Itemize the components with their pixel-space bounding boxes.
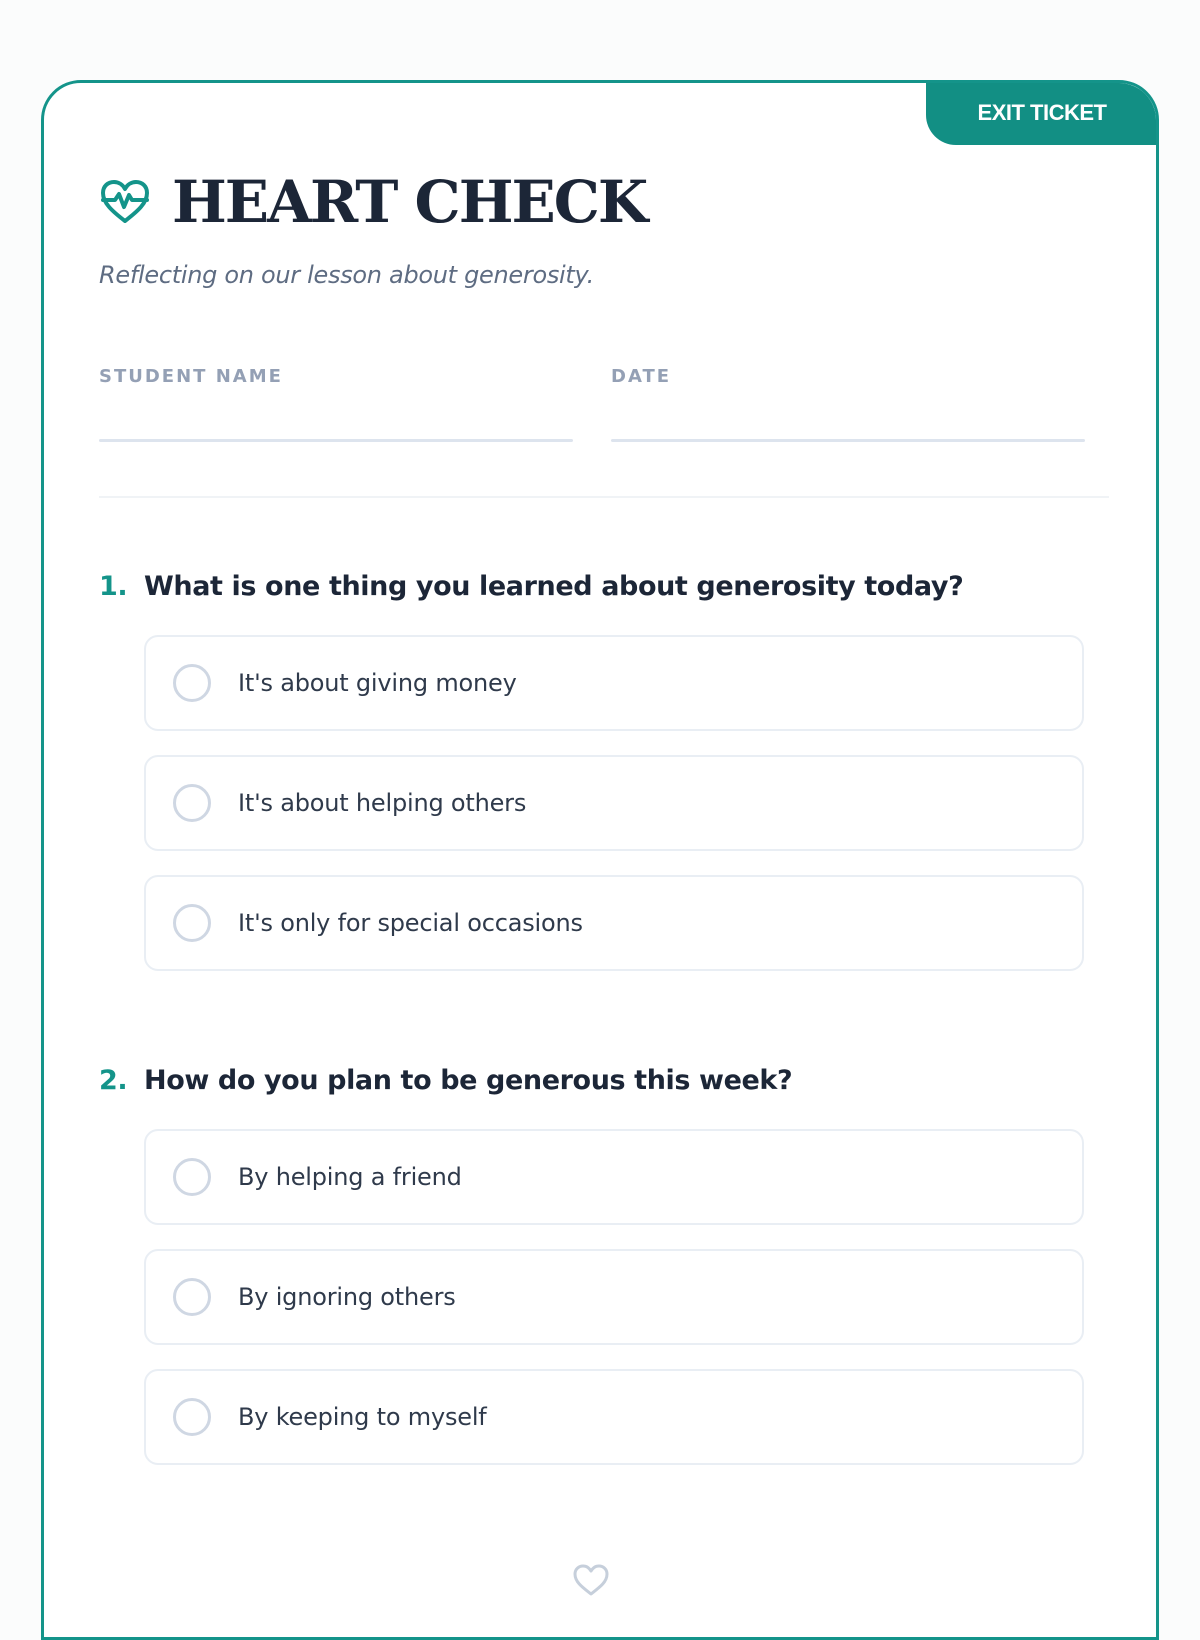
question-1: [99, 571, 964, 937]
question-2-heading: [99, 1065, 792, 1096]
question-text: What is one thing you learned about generosity today?: [144, 571, 964, 602]
option-label: It's about giving money: [238, 669, 517, 697]
radio-button[interactable]: [173, 784, 211, 822]
option-helping-others[interactable]: [144, 755, 1084, 851]
question-2: [99, 1065, 793, 1431]
date-field[interactable]: [611, 366, 671, 387]
option-label: By ignoring others: [238, 1283, 456, 1311]
question-1-heading: [99, 571, 963, 602]
option-giving-money[interactable]: [144, 635, 1084, 731]
option-label: By keeping to myself: [238, 1403, 487, 1431]
heart-outline-icon: [572, 1561, 610, 1599]
radio-button[interactable]: [173, 904, 211, 942]
question-number: 2.: [99, 1065, 128, 1096]
question-text: How do you plan to be generous this week?: [144, 1065, 793, 1096]
student-name-input-line[interactable]: [99, 439, 573, 442]
student-name-label: STUDENT NAME: [99, 366, 283, 387]
section-divider: [99, 496, 1109, 498]
exit-ticket-card: [41, 80, 1159, 1640]
question-number: 1.: [99, 571, 128, 602]
radio-button[interactable]: [173, 1158, 211, 1196]
option-keeping-to-myself[interactable]: [144, 1369, 1084, 1465]
option-special-occasions[interactable]: [144, 875, 1084, 971]
option-ignoring-others[interactable]: [144, 1249, 1084, 1345]
option-label: It's only for special occasions: [238, 909, 583, 937]
radio-button[interactable]: [173, 1398, 211, 1436]
option-helping-friend[interactable]: [144, 1129, 1084, 1225]
page-subtitle: Reflecting on our lesson about generosity.: [99, 261, 594, 289]
header: [98, 168, 647, 236]
date-label: DATE: [611, 366, 672, 387]
student-name-field[interactable]: [99, 366, 283, 387]
date-input-line[interactable]: [611, 439, 1085, 442]
page-title: HEART CHECK: [172, 168, 647, 236]
radio-button[interactable]: [173, 664, 211, 702]
option-label: It's about helping others: [238, 789, 527, 817]
radio-button[interactable]: [173, 1278, 211, 1316]
exit-ticket-tag: EXIT TICKET: [926, 81, 1158, 145]
heart-pulse-icon: [98, 175, 152, 229]
option-label: By helping a friend: [238, 1163, 462, 1191]
